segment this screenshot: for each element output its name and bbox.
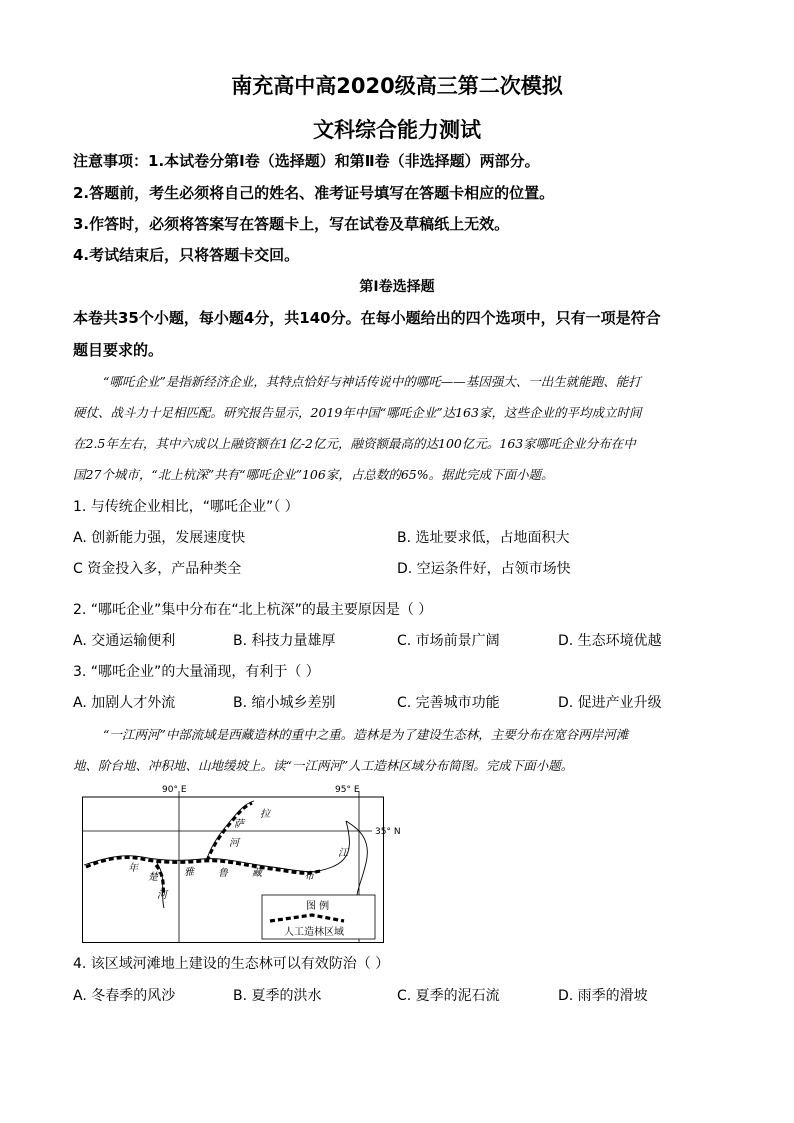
- question-3-option-b[interactable]: B. 缩小城乡差别: [233, 695, 336, 711]
- exam-title: 南充高中高2020级高三第二次模拟: [231, 74, 563, 98]
- river-char-2: 萨: [234, 819, 244, 830]
- passage2-line-2: 地、阶台地、冲积地、山地缓坡上。读“一江两河”人工造林区域分布简图。完成下面小题。: [73, 758, 574, 773]
- question-4-option-c[interactable]: C. 夏季的泥石流: [397, 988, 500, 1004]
- river-char-4: 江: [338, 848, 348, 859]
- legend-title: 图 例: [306, 901, 330, 912]
- note-3: 3.作答时，必须将答案写在答题卡上，写在试卷及草稿纸上无效。: [73, 215, 510, 233]
- question-1-option-a[interactable]: A. 创新能力强，发展速度快: [73, 530, 246, 546]
- question-4-option-a[interactable]: A. 冬春季的风沙: [73, 988, 176, 1004]
- passage1-line-4: 国27个城市，“北上杭深”共有“哪吒企业”106家，占总数的65%。据此完成下面小题。: [73, 467, 554, 482]
- passage1-line-1: “哪吒企业”是指新经济企业，其特点恰好与神话传说中的哪吒——基因强大、一出生就能跑、能打: [103, 374, 641, 389]
- main-river: [84, 821, 349, 872]
- river-char-1: 拉: [260, 809, 270, 820]
- zone-lhasa: [207, 803, 252, 861]
- river-char-11: 布: [304, 871, 314, 882]
- legend-label: 人工造林区域: [284, 927, 344, 938]
- section-intro-line-1: 本卷共35个小题，每小题4分，共140分。在每小题给出的四个选项中，只有一项是符合: [73, 309, 661, 327]
- question-2-option-b[interactable]: B. 科技力量雄厚: [233, 633, 336, 649]
- nyang-river: [157, 863, 164, 908]
- question-1-option-c[interactable]: C 资金投入多，产品种类全: [73, 561, 242, 577]
- note-2: 2.答题前，考生必须将自己的姓名、准考证号填写在答题卡相应的位置。: [73, 184, 555, 202]
- question-4-option-d[interactable]: D. 雨季的滑坡: [558, 988, 648, 1004]
- question-3-option-d[interactable]: D. 促进产业升级: [558, 695, 662, 711]
- lhasa-river: [207, 801, 254, 859]
- river-char-7: 河: [157, 890, 167, 901]
- passage1-line-2: 硬仗、战斗力十足相匹配。研究报告显示，2019年中国“哪吒企业”达163家，这些企业的平均成立时间: [73, 405, 642, 420]
- passage2-line-1: “一江两河”中部流域是西藏造林的重中之重。造林是为了建设生态林，主要分布在宽谷两岸河滩: [103, 727, 629, 742]
- note-4: 4.考试结束后，只将答题卡交回。: [73, 246, 300, 264]
- river-char-10: 藏: [252, 868, 262, 879]
- zone-main: [86, 857, 320, 873]
- afforestation-map: [82, 783, 401, 943]
- section-intro-line-2: 题目要求的。: [73, 341, 164, 359]
- question-4-option-b[interactable]: B. 夏季的洪水: [233, 988, 322, 1004]
- question-4-stem: 4. 该区域河滩地上建设的生态林可以有效防治（ ）: [73, 956, 390, 972]
- river-char-6: 楚: [148, 872, 158, 883]
- label-90e: 90° E: [162, 785, 187, 795]
- river-char-3: 河: [229, 838, 239, 849]
- question-3-option-a[interactable]: A. 加剧人才外流: [73, 695, 176, 711]
- river-char-9: 鲁: [218, 868, 228, 879]
- question-2-option-c[interactable]: C. 市场前景广阔: [397, 633, 500, 649]
- section-title: 第Ⅰ卷选择题: [359, 279, 435, 295]
- river-char-8: 雅: [184, 867, 194, 878]
- label-95e: 95° E: [335, 785, 360, 795]
- river-char-5: 年: [128, 863, 138, 874]
- passage1-line-3: 在2.5年左右，其中六成以上融资额在1亿-2亿元，融资额最高的达100亿元。163家哪吒企业分布在中: [73, 436, 636, 451]
- exam-subtitle: 文科综合能力测试: [313, 118, 481, 142]
- note-1: 注意事项：1.本试卷分第Ⅰ卷（选择题）和第Ⅱ卷（非选择题）两部分。: [73, 152, 540, 170]
- question-2-option-d[interactable]: D. 生态环境优越: [558, 633, 662, 649]
- question-1-option-b[interactable]: B. 选址要求低，占地面积大: [397, 530, 570, 546]
- question-1-option-d[interactable]: D. 空运条件好，占领市场快: [397, 561, 571, 577]
- question-2-stem: 2. “哪吒企业”集中分布在“北上杭深”的最主要原因是（ ）: [73, 602, 433, 618]
- question-3-option-c[interactable]: C. 完善城市功能: [397, 695, 500, 711]
- label-35n: 35° N: [375, 827, 401, 837]
- question-1-stem: 1. 与传统企业相比，“哪吒企业”（ ）: [73, 499, 299, 515]
- question-3-stem: 3. “哪吒企业”的大量涌现，有利于（ ）: [73, 664, 320, 680]
- question-2-option-a[interactable]: A. 交通运输便利: [73, 633, 176, 649]
